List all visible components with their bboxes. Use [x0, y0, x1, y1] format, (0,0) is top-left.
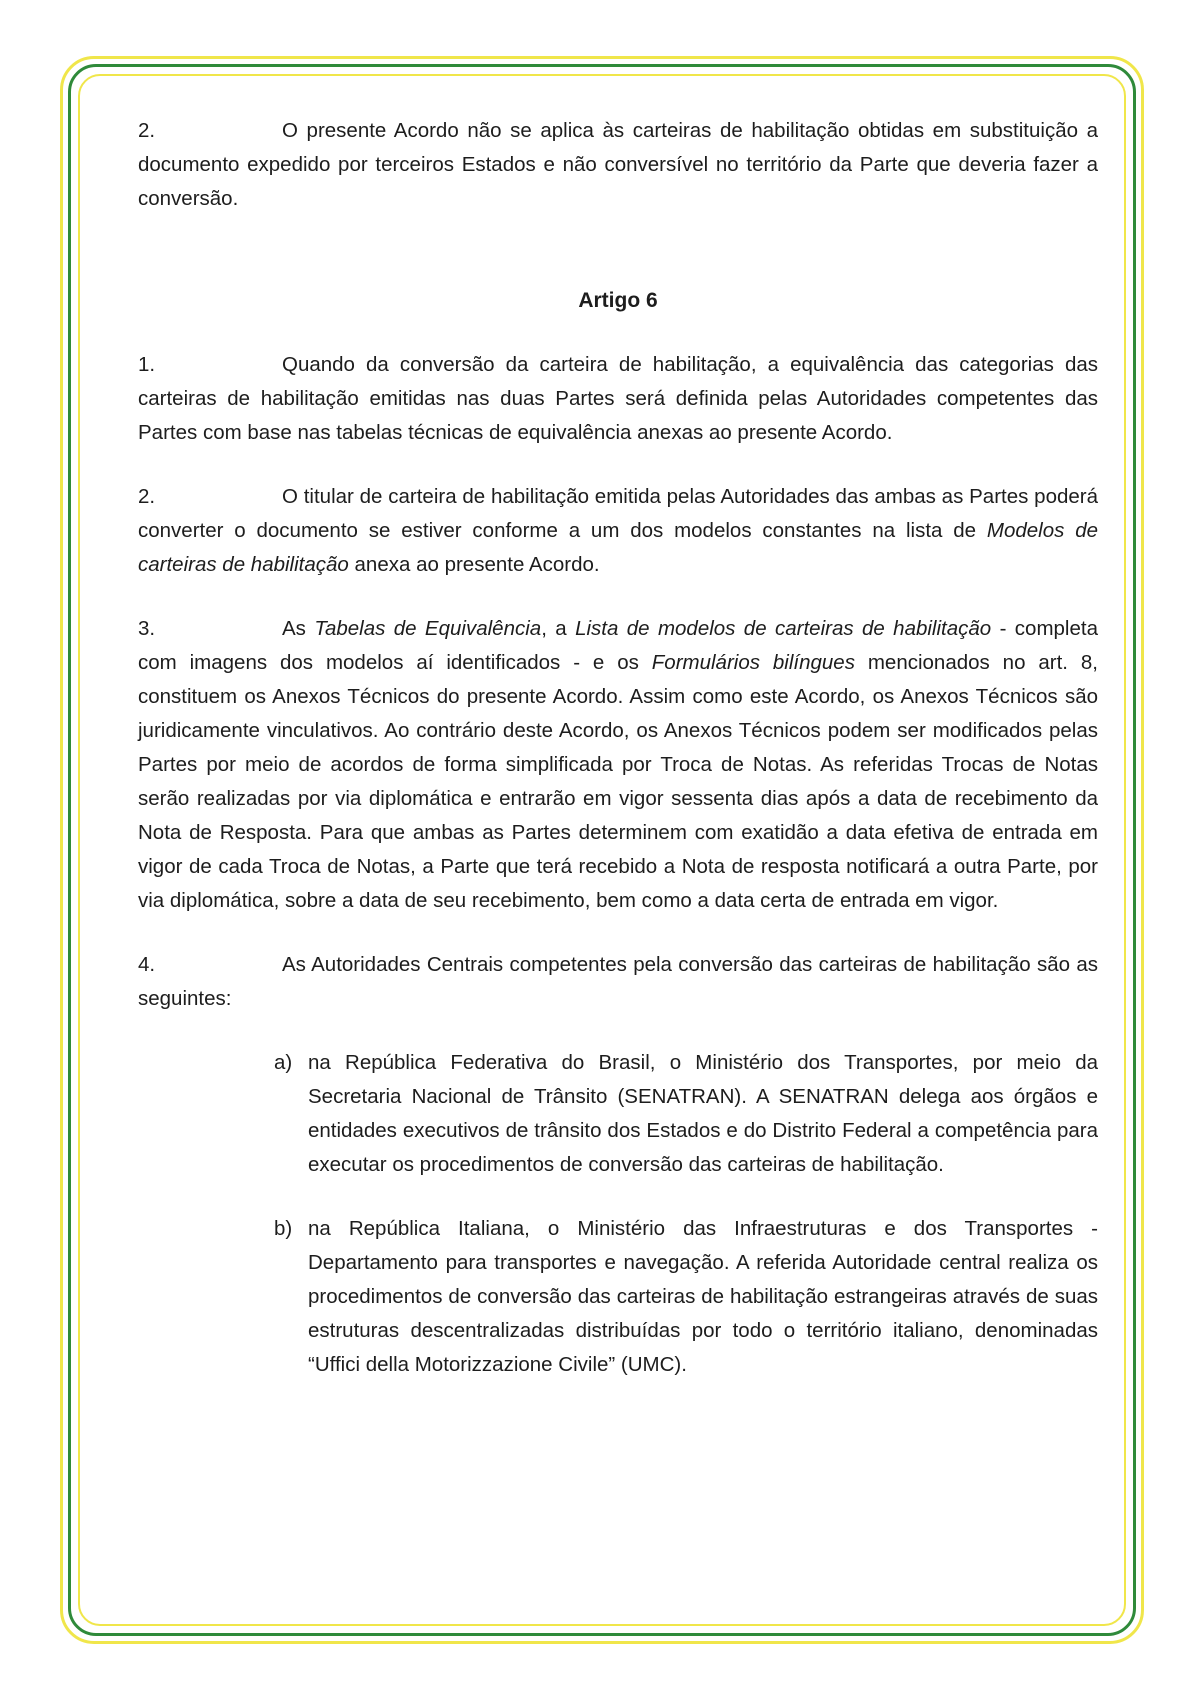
paragraph-3: [138, 612, 1098, 918]
paragraph-text: As Autoridades Centrais competentes pela conversão das carteiras de habilitação são as seguintes:: [138, 953, 1098, 1010]
paragraph-number: 2.: [138, 485, 156, 508]
italic-title: Formulários bilíngues: [651, 651, 855, 674]
list-marker: a): [274, 1051, 293, 1074]
paragraph-text: As: [282, 617, 315, 640]
paragraph-number: 3.: [138, 617, 156, 640]
paragraph-number: 2.: [138, 119, 156, 142]
document-body: [138, 114, 1098, 1382]
paragraph-text: O presente Acordo não se aplica às carteiras de habilitação obtidas em substituição a documento expedido por terceiros Estados e não conversível no território da Parte que deveria fazer a conversão.: [138, 119, 1098, 210]
list-marker: b): [274, 1217, 293, 1240]
paragraph-4: [138, 948, 1098, 1016]
paragraph-text: , a: [541, 617, 576, 640]
paragraph-text: anexa ao presente Acordo.: [348, 553, 600, 576]
paragraph-1: [138, 348, 1098, 450]
paragraph-number: 4.: [138, 953, 156, 976]
italic-title: Tabelas de Equivalência: [314, 617, 542, 640]
list-item-text: na República Federativa do Brasil, o Ministério dos Transportes, por meio da Secretaria Nacional de Trânsito (SENATRAN). A SENATRAN delega aos órgãos e entidades executivos de trânsito dos Estados e do Distrito Federal a competência para executar os procedimentos de conversão das carteiras de habilitação.: [308, 1051, 1098, 1176]
list-item-text: na República Italiana, o Ministério das Infraestruturas e dos Transportes - Departamento para transportes e navegação. A referida Autoridade central realiza os procedimentos de conversão das carteiras de habilitação estrangeiras através de suas estruturas descentralizadas distribuídas por todo o território italiano, denominadas “Uffici della Motorizzazione Civile” (UMC).: [308, 1217, 1098, 1376]
article-heading: Artigo 6: [578, 289, 658, 312]
paragraph-art5-2: [138, 114, 1098, 216]
paragraph-text: - completa com imagens dos modelos aí identificados - e os: [138, 617, 1098, 674]
list-item-a: [138, 1046, 1098, 1182]
paragraph-2: [138, 480, 1098, 582]
paragraph-text: O titular de carteira de habilitação emitida pelas Autoridades das ambas as Partes poderá converter o documento se estiver conforme a um dos modelos constantes na lista de: [138, 485, 1098, 542]
list-item-b: [138, 1212, 1098, 1382]
paragraph-text: mencionados no art. 8, constituem os Anexos Técnicos do presente Acordo. Assim como este Acordo, os Anexos Técnicos são juridicamente vinculativos. Ao contrário deste Acordo, os Anexos Técnicos podem ser modificados pelas Partes por meio de acordos de forma simplificada por Troca de Notas. As referidas Trocas de Notas serão realizadas por via diplomática e entrarão em vigor sessenta dias após a data de recebimento da Nota de Resposta. Para que ambas as Partes determinem com exatidão a data efetiva de entrada em vigor de cada Troca de Notas, a Parte que terá recebido a Nota de resposta notificará a outra Parte, por via diplomática, sobre a data de seu recebimento, bem como a data certa de entrada em vigor.: [138, 651, 1098, 912]
paragraph-number: 1.: [138, 353, 156, 376]
italic-title: Lista de modelos de carteiras de habilitação: [575, 617, 992, 640]
italic-title: Modelos de carteiras de habilitação: [138, 519, 1098, 576]
paragraph-text: Quando da conversão da carteira de habilitação, a equivalência das categorias das carteiras de habilitação emitidas nas duas Partes será definida pelas Autoridades competentes das Partes com base nas tabelas técnicas de equivalência anexas ao presente Acordo.: [138, 353, 1098, 444]
